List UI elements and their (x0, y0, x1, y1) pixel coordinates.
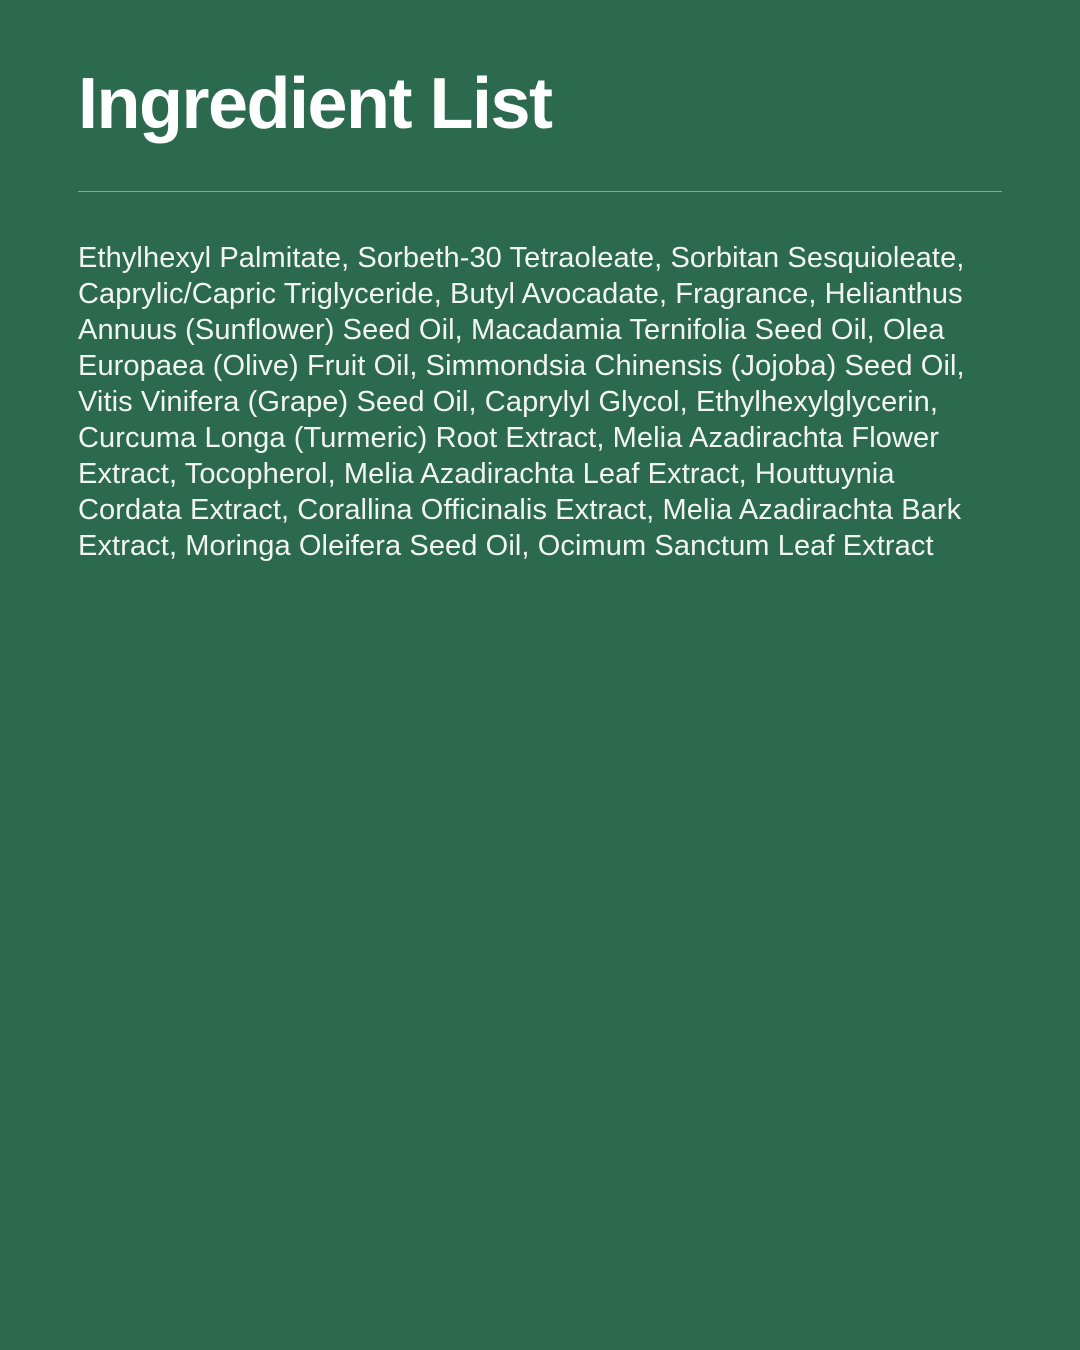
title-divider (78, 191, 1002, 192)
ingredient-list-text: Ethylhexyl Palmitate, Sorbeth-30 Tetraoleate, Sorbitan Sesquioleate, Caprylic/Capric Triglyceride, Butyl Avocadate, Fragrance, Helianthus Annuus (Sunflower) Seed Oil, Macadamia Ternifolia Seed Oil, Olea Europaea (Olive) Fruit Oil, Simmondsia Chinensis (Jojoba) Seed Oil, Vitis Vinifera (Grape) Seed Oil, Caprylyl Glycol, Ethylhexylglycerin, Curcuma Longa (Turmeric) Root Extract, Melia Azadirachta Flower Extract, Tocopherol, Melia Azadirachta Leaf Extract, Houttuynia Cordata Extract, Corallina Officinalis Extract, Melia Azadirachta Bark Extract, Moringa Oleifera Seed Oil, Ocimum Sanctum Leaf Extract (78, 242, 965, 562)
page-title: Ingredient List (78, 64, 552, 144)
